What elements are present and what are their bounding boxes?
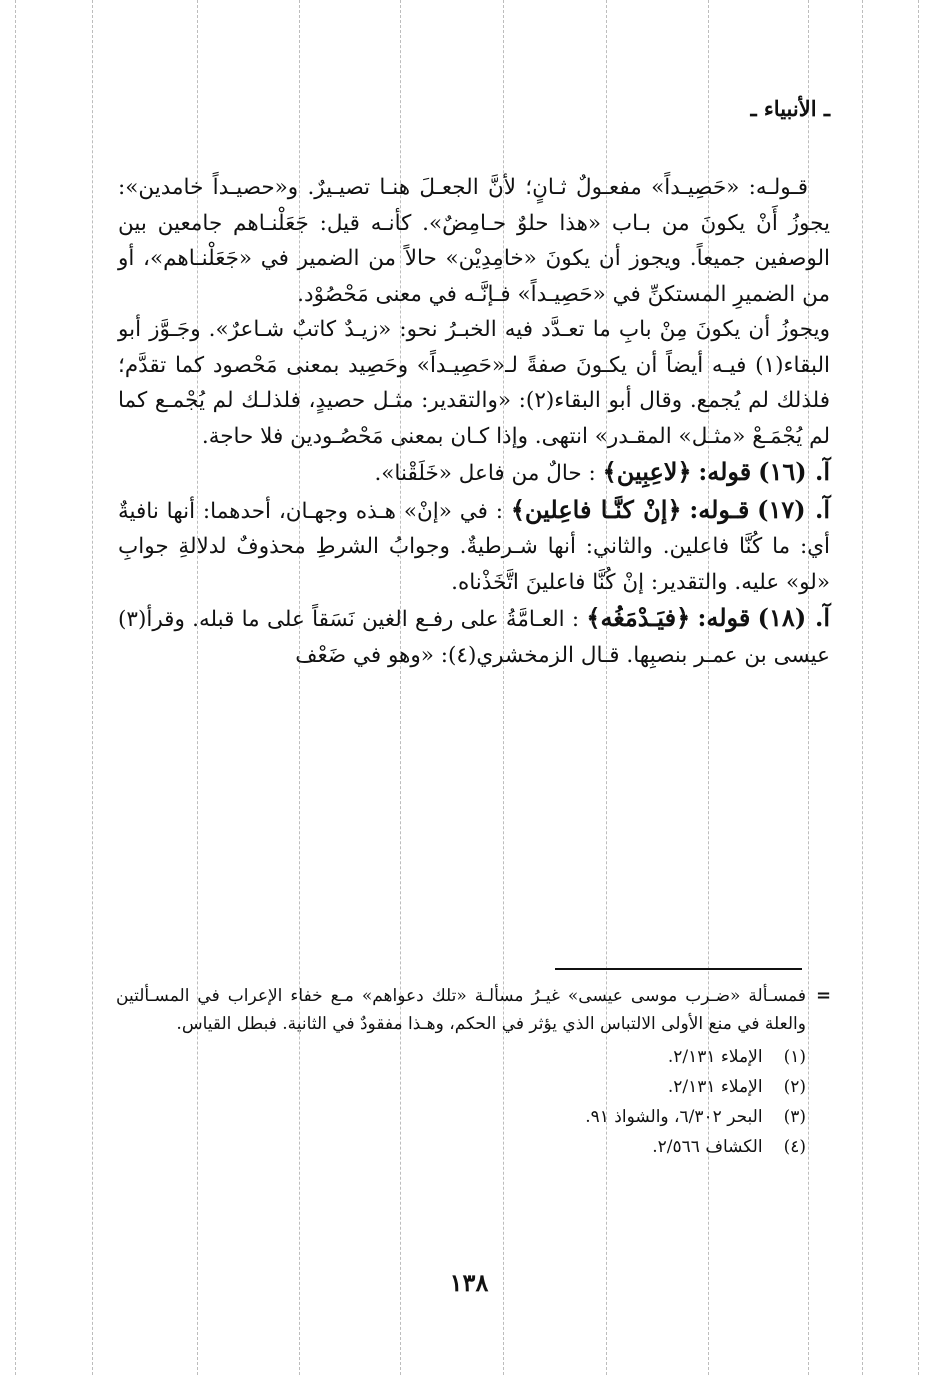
footnote-number: (٢) (783, 1077, 806, 1097)
footnote-item (116, 1132, 806, 1162)
running-header (110, 96, 830, 121)
footnote-text: الكشاف ٢/٥٦٦. (652, 1137, 763, 1157)
verse-ref: آ. (١٨) (757, 603, 830, 632)
footnote-text: البحر ٦/٣٠٢، والشواذ ٩١. (585, 1107, 763, 1127)
footnote-item (116, 1072, 806, 1102)
footnote-continuation: فمسـألة «ضـرب موسى عيسى» غيـرُ مسألـة «تلك دعواهم» مـع خفاء الإعراب في المسـألتين والعلة في منع الأولى الالتباس الذي يؤثر في الحكم، وهـذا مفقودٌ في الثانية. فبطل القياس. (116, 986, 806, 1034)
footnote-text: الإملاء ٢/١٣١. (667, 1047, 763, 1067)
footnote-number: (٤) (783, 1137, 806, 1157)
header-title: ـ الأنبياء ـ (750, 96, 830, 121)
footnotes (116, 982, 806, 1162)
verse-commentary (118, 454, 830, 492)
main-text (118, 170, 830, 673)
verse-label: قـوله: (689, 494, 750, 524)
paragraph: ويجوزُ أن يكونَ مِنْ بابِ ما تعـدَّد فيه الخبـرُ نحو: «زيـدٌ كاتبٌ شـاعرٌ». وجَـوَّز أبو البقاء(١) فيـه أيضاً أن يكـونَ صفةً لـ«حَصِيـداً» وحَصِيد بمعنى مَحْصود كما تقدَّم؛ فلذلك لم يُجمع. وقال أبو البقاء(٢): «والتقدير: مثـل حصيدٍ، فلذلـك لم يُجْمـع كما لم يُجْمَـعْ «مثـل» المقـدر» انتهى. وإذا كـان بمعنى مَحْصُـودين فلا حاجة. (118, 317, 830, 449)
verse-text: : في «إنْ» هـذه وجهـان، أحدهما: أنها نافيةٌ أي: ما كُنَّا فاعلين. والثاني: أنها شـرطيةٌ. وجوابُ الشرطِ محذوفٌ لدلالةِ جوابِ «لو» عليه. والتقدير: إنْ كُنَّا فاعلينَ اتَّخَذْناه. (118, 498, 830, 595)
footnote-number: (١) (783, 1047, 806, 1067)
verse-label: قوله: (697, 603, 751, 632)
quran-quote: ﴿لاعِبِين﴾ (602, 457, 692, 486)
continuation-mark: = (816, 985, 832, 1006)
quran-quote: ﴿فيَـدْمَغُه﴾ (586, 603, 691, 632)
verse-text: : العـامَّةُ على رفـع الغين نَسَقاً على ما قبله. وقرأ(٣) عيسى بن عمـر بنصبِها. قـال الزمخشري(٤): «وهو في ضَعْف (118, 607, 830, 668)
verse-commentary (118, 600, 830, 673)
verse-text: : حالٌ من فاعل «خَلَقْنا». (374, 461, 596, 486)
footnote-item (116, 1042, 806, 1072)
footnote-text: الإملاء ٢/١٣١. (667, 1077, 763, 1097)
quran-quote: ﴿إنْ كنَّـا فاعِلين﴾ (510, 494, 682, 524)
verse-commentary (118, 492, 830, 601)
paragraph: قـولـه: «حَصِيـداً» مفعـولٌ ثـانٍ؛ لأنَّ الجعـلَ هنـا تصيـيرٌ. و«حصيـداً خامدين»: يجوزُ أَنْ يكونَ من بـاب «هذا حلوٌ حـامِضٌ». كأنـه قيل: جَعَلْنـاهم جامعين بين الوصفين جميعاً. ويجوز أن يكونَ «خامِدِيْن» حالاً من الضمير في «جَعَلْنـاهم»، أو من الضميرِ المستكنِّ في «حَصِيـداً» فـإنَّـه في معنى مَحْصُوْد. (118, 175, 830, 307)
footnote-divider (555, 968, 802, 970)
verse-label: قوله: (698, 457, 752, 486)
footnote-list (116, 1042, 806, 1162)
page-number: ١٣٨ (449, 1268, 489, 1297)
verse-ref: آ. (١٦) (758, 457, 830, 486)
verse-ref: آ. (١٧) (757, 494, 830, 524)
footnote-number: (٣) (783, 1107, 806, 1127)
footnote-item (116, 1102, 806, 1132)
